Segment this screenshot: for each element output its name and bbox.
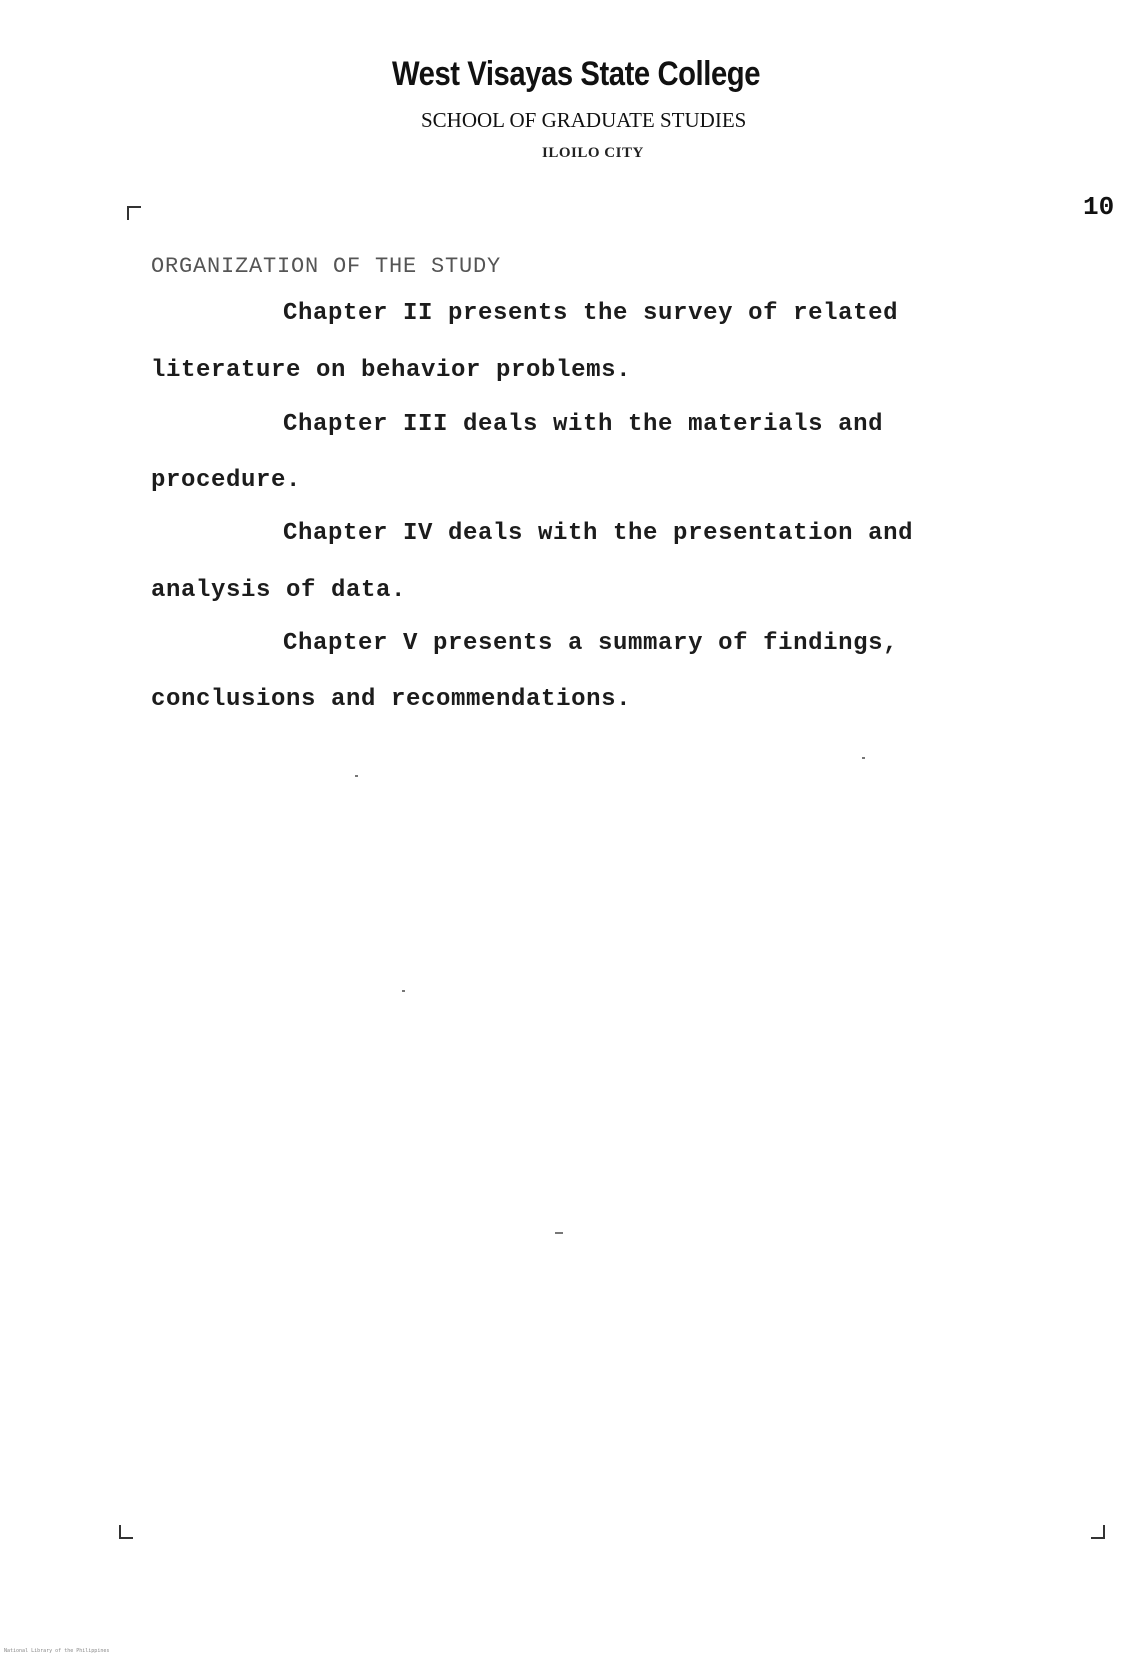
scan-speck xyxy=(402,990,405,992)
crop-mark-bottom-left xyxy=(119,1525,133,1539)
city-name: ILOILO CITY xyxy=(542,145,644,161)
scan-speck xyxy=(355,775,358,777)
scan-speck xyxy=(862,757,865,759)
body-line: Chapter IV deals with the presentation and xyxy=(283,520,914,547)
crop-mark-bottom-right xyxy=(1091,1525,1105,1539)
body-line: analysis of data. xyxy=(151,577,407,604)
body-line: conclusions and recommendations. xyxy=(151,686,632,713)
body-line: Chapter V presents a summary of findings, xyxy=(283,630,899,657)
institution-name: West Visayas State College xyxy=(392,55,761,93)
body-line: literature on behavior problems. xyxy=(151,357,632,384)
section-heading: ORGANIZATION OF THE STUDY xyxy=(151,254,502,279)
body-line: procedure. xyxy=(151,467,302,494)
body-line: Chapter III deals with the materials and xyxy=(283,411,884,438)
body-line: Chapter II presents the survey of related xyxy=(283,300,899,327)
page-number: 10 xyxy=(1083,192,1115,222)
scan-speck xyxy=(555,1232,563,1234)
crop-mark-top-left xyxy=(127,206,141,220)
scan-footer: National Library of the Philippines xyxy=(4,1648,110,1654)
school-name: SCHOOL OF GRADUATE STUDIES xyxy=(421,108,747,132)
